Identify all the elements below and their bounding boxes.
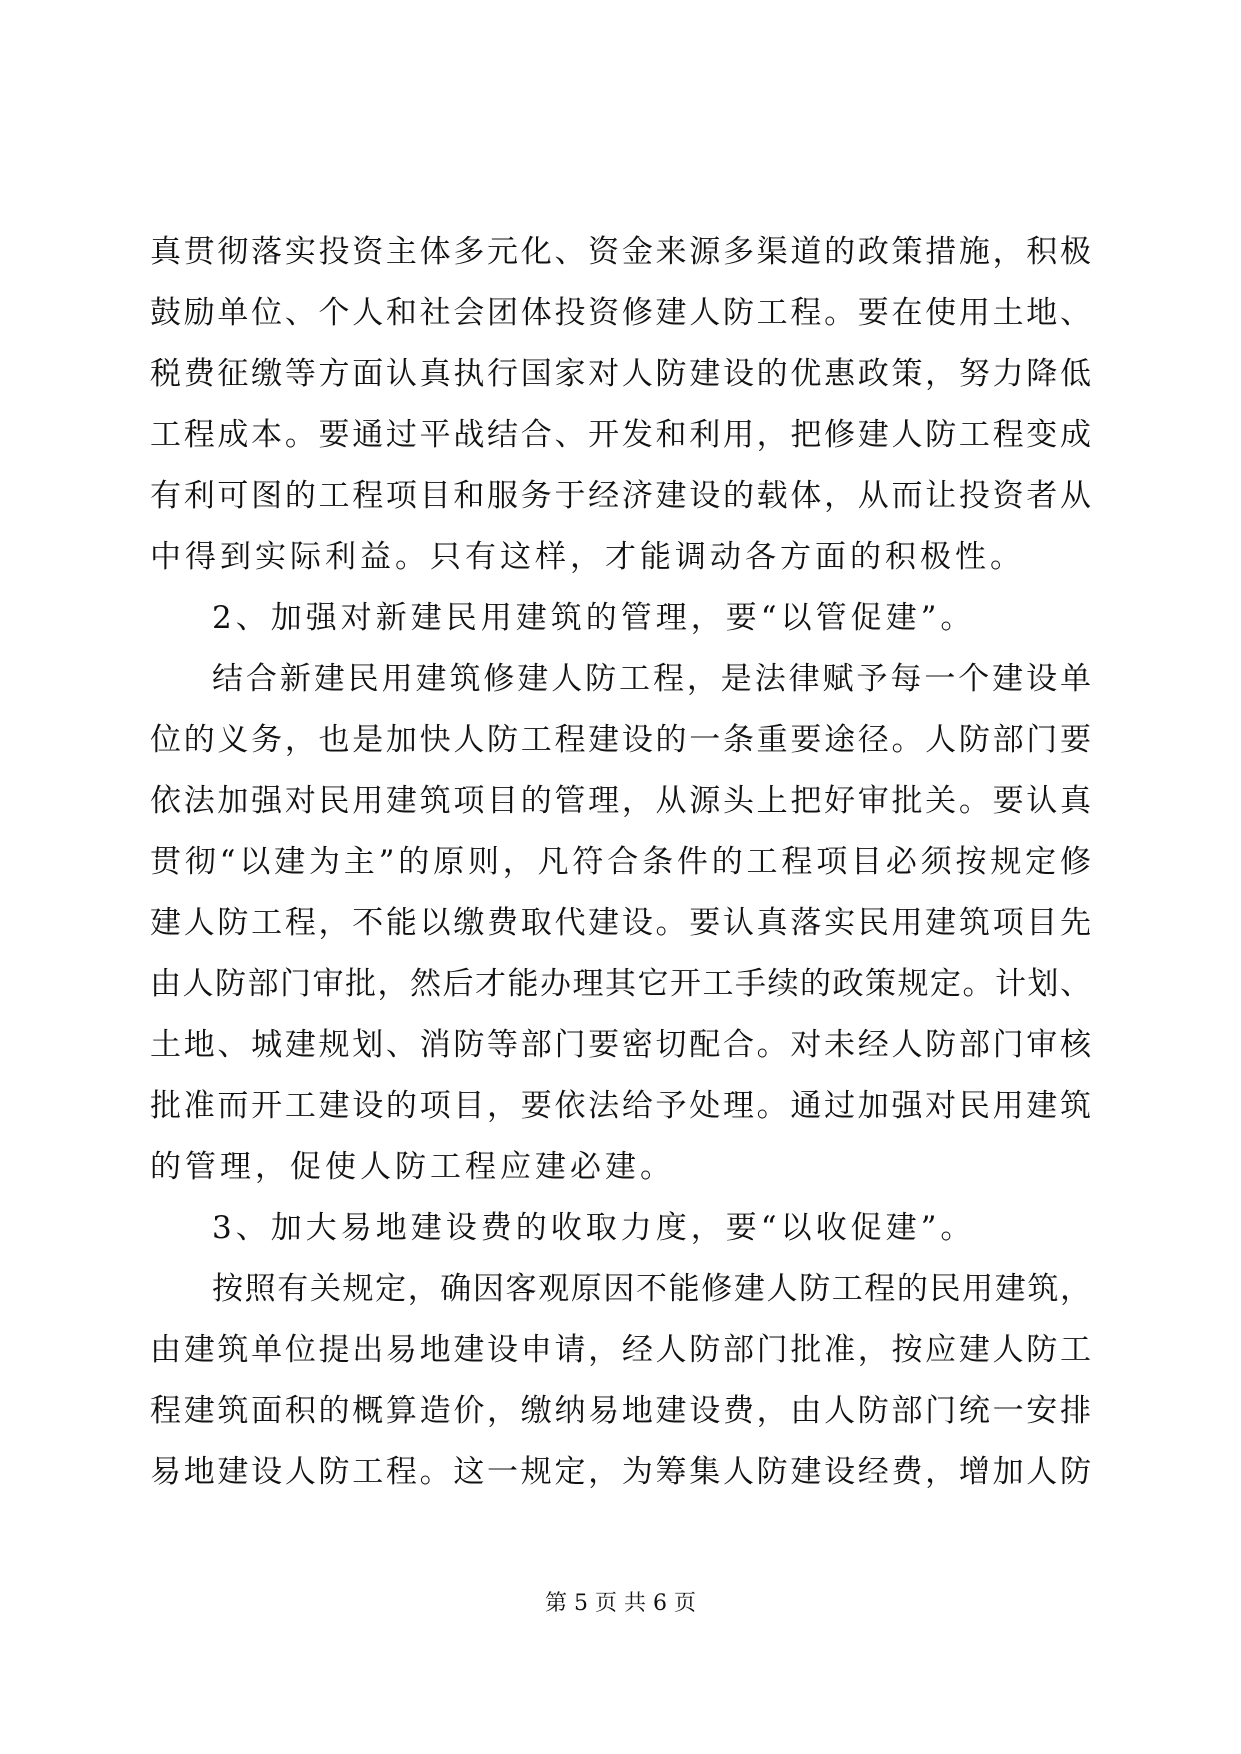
text-line: 结合新建民用建筑修建人防工程，是法律赋予每一个建设单	[212, 661, 1091, 697]
text-line: 真贯彻落实投资主体多元化、资金来源多渠道的政策措施，积极	[150, 234, 1091, 270]
text-line: 贯彻“以建为主”的原则，凡符合条件的工程项目必须按规定修	[150, 844, 1091, 880]
page-number-footer: 第 5 页 共 6 页	[545, 1591, 696, 1616]
paragraph	[150, 222, 1091, 588]
text-line: 由建筑单位提出易地建设申请，经人防部门批准，按应建人防工	[150, 1332, 1091, 1368]
text-line: 3、加大易地建设费的收取力度，要“以收促建”。	[212, 1210, 976, 1246]
section-heading	[150, 1198, 1091, 1259]
document-body	[150, 222, 1091, 1503]
text-line: 鼓励单位、个人和社会团体投资修建人防工程。要在使用土地、	[150, 295, 1091, 331]
text-line: 有利可图的工程项目和服务于经济建设的载体，从而让投资者从	[150, 478, 1091, 514]
paragraph	[150, 1259, 1091, 1503]
text-line: 由人防部门审批，然后才能办理其它开工手续的政策规定。计划、	[150, 966, 1091, 1002]
text-line: 的管理，促使人防工程应建必建。	[150, 1149, 675, 1185]
text-line: 中得到实际利益。只有这样，才能调动各方面的积极性。	[150, 539, 1025, 575]
text-line: 易地建设人防工程。这一规定，为筹集人防建设经费，增加人防	[150, 1454, 1091, 1490]
text-line: 税费征缴等方面认真执行国家对人防建设的优惠政策，努力降低	[150, 356, 1091, 392]
text-line: 建人防工程，不能以缴费取代建设。要认真落实民用建筑项目先	[150, 905, 1091, 941]
text-line: 工程成本。要通过平战结合、开发和利用，把修建人防工程变成	[150, 417, 1091, 453]
paragraph	[150, 649, 1091, 1198]
text-line: 土地、城建规划、消防等部门要密切配合。对未经人防部门审核	[150, 1027, 1091, 1063]
text-line: 按照有关规定，确因客观原因不能修建人防工程的民用建筑，	[212, 1271, 1091, 1307]
text-line: 批准而开工建设的项目，要依法给予处理。通过加强对民用建筑	[150, 1088, 1091, 1124]
text-line: 2、加强对新建民用建筑的管理，要“以管促建”。	[212, 600, 976, 636]
text-line: 程建筑面积的概算造价，缴纳易地建设费，由人防部门统一安排	[150, 1393, 1091, 1429]
text-line: 位的义务，也是加快人防工程建设的一条重要途径。人防部门要	[150, 722, 1091, 758]
text-line: 依法加强对民用建筑项目的管理，从源头上把好审批关。要认真	[150, 783, 1091, 819]
section-heading	[150, 588, 1091, 649]
